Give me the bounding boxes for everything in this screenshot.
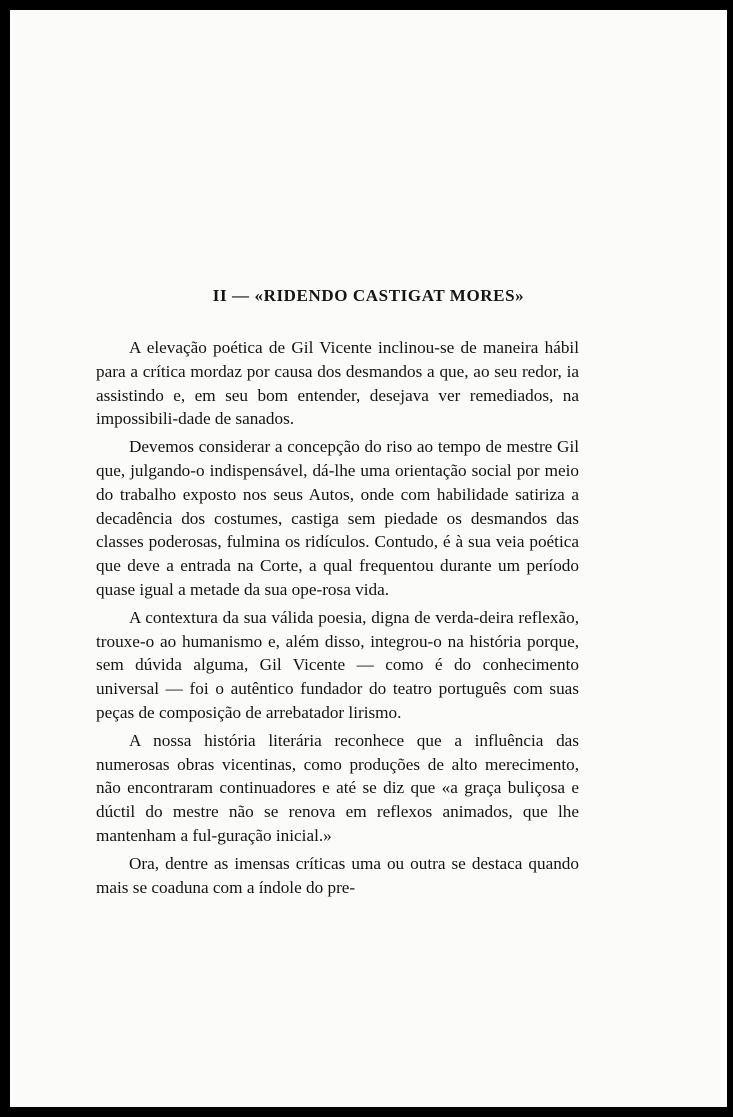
paragraph: A nossa história literária reconhece que a influência das numerosas obras vicentinas, como produções de alto merecimento, não encontraram continuadores e até se diz que «a graça buliçosa e dúctil do mestre não se renova em reflexos animados, que lhe mantenham a ful-guração inicial.» xyxy=(96,730,579,845)
chapter-title: II — «RIDENDO CASTIGAT MORES» xyxy=(212,286,525,305)
body-text xyxy=(96,336,579,899)
paragraph: Devemos considerar a concepção do riso ao tempo de mestre Gil que, julgando-o indispensável, dá-lhe uma orientação social por meio do trabalho exposto nos seus Autos, onde com habilidade satiriza a decadência dos costumes, castiga sem piedade os desmandos das classes poderosas, fulmina os ridículos. Contudo, é à sua veia poética que deve a entrada na Corte, a qual frequentou durante um período quase igual a metade da sua ope-rosa vida. xyxy=(96,437,579,599)
book-page xyxy=(10,10,727,1107)
paragraph: A contextura da sua válida poesia, digna de verda-deira reflexão, trouxe-o ao humanismo e, além disso, integrou-o na história porque, sem dúvida alguma, Gil Vicente — como é do conhecimento universal — foi o autêntico fundador do teatro português com suas peças de composição de arrebatador lirismo. xyxy=(96,607,579,722)
paragraph: Ora, dentre as imensas críticas uma ou outra se destaca quando mais se coaduna com a índole do pre- xyxy=(96,853,579,897)
paragraph: A elevação poética de Gil Vicente inclinou-se de maneira hábil para a crítica mordaz por causa dos desmandos a que, ao seu redor, ia assistindo e, em seu bom entender, desejava ver remediados, na impossibili-dade de sanados. xyxy=(96,338,579,429)
